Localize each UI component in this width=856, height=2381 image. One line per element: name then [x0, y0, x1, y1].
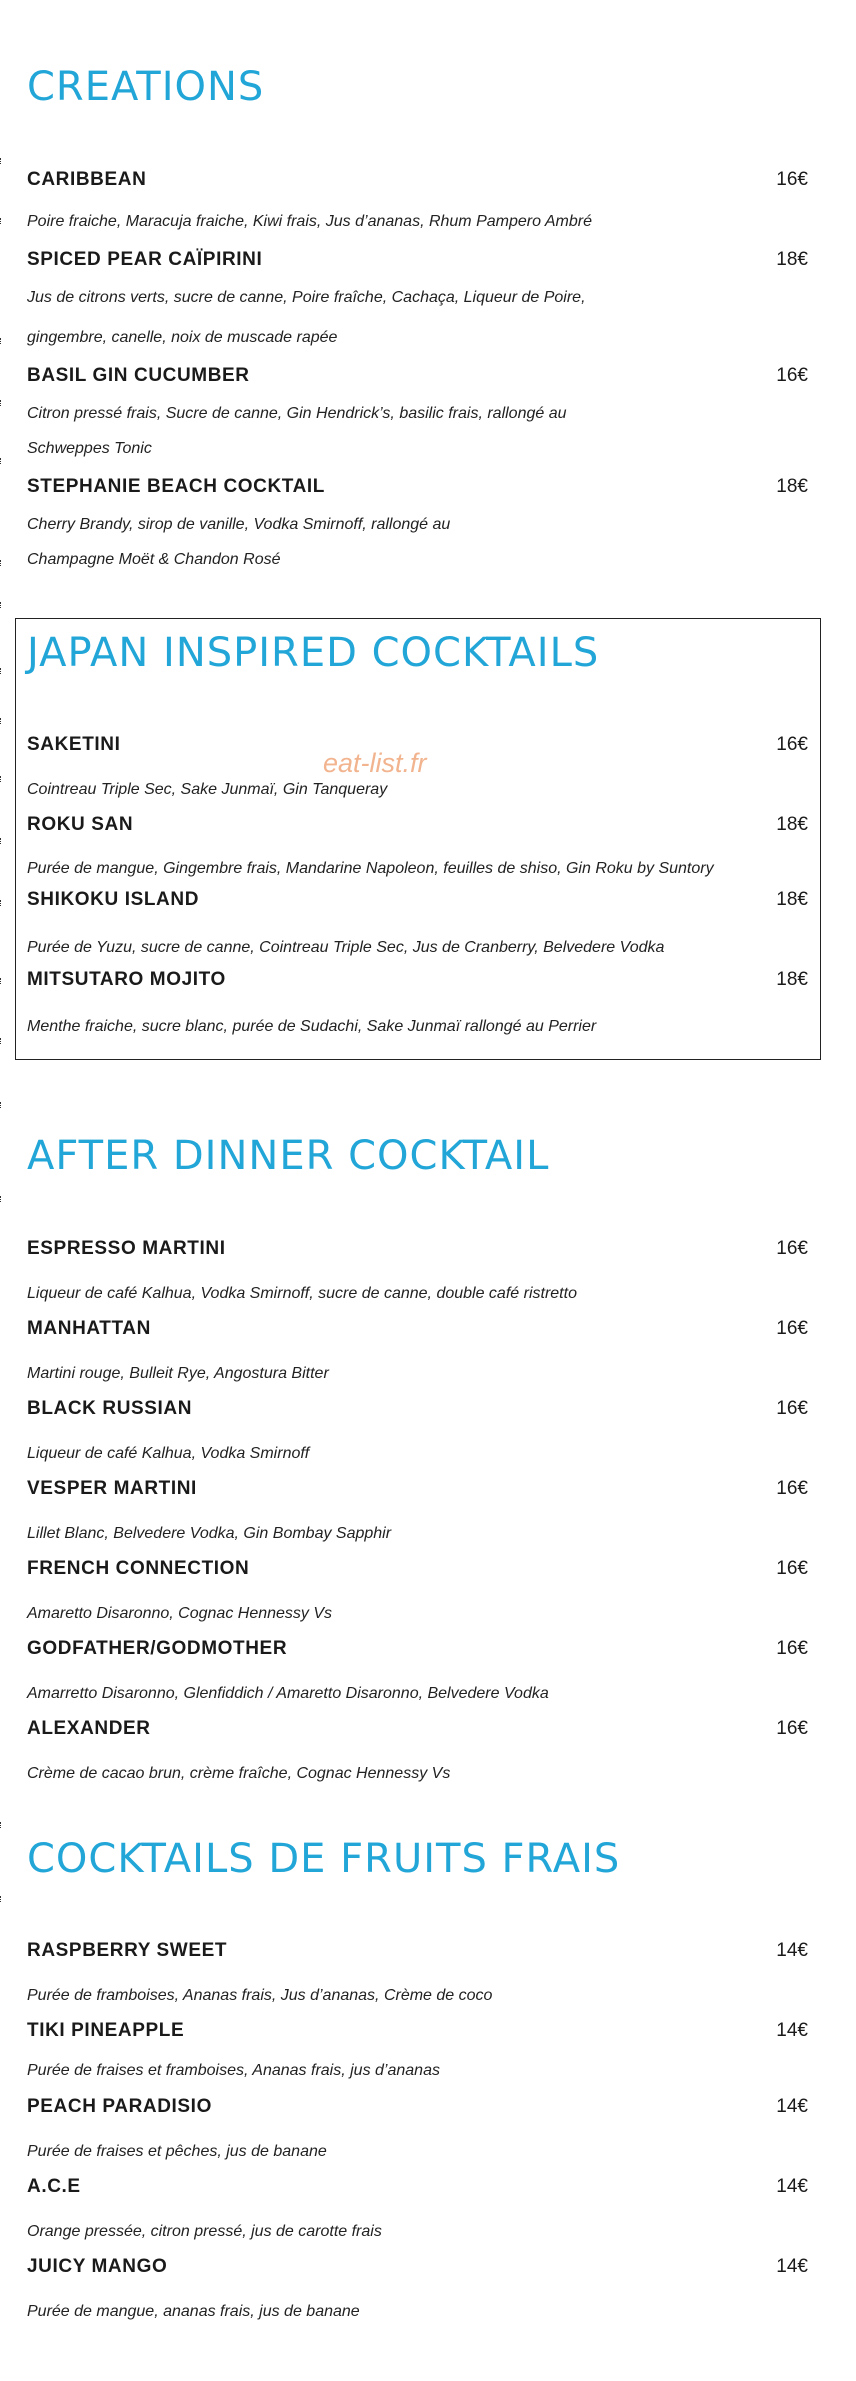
menu-item-description: Purée de fraises et framboises, Ananas frais, jus d’ananas [27, 2062, 440, 2079]
edge-mark [0, 1196, 4, 1202]
edge-mark [0, 718, 4, 724]
menu-item-price: 14€ [776, 2096, 808, 2117]
edge-mark [0, 668, 4, 674]
menu-item-price: 18€ [776, 476, 808, 497]
menu-item-description: Crème de cacao brun, crème fraîche, Cognac Hennessy Vs [27, 1765, 451, 1782]
menu-item-price: 14€ [776, 2020, 808, 2041]
edge-mark [0, 560, 4, 566]
edge-mark [0, 900, 4, 906]
menu-item-price: 14€ [776, 2176, 808, 2197]
menu-item-price: 18€ [776, 969, 808, 990]
menu-item-price: 16€ [776, 1318, 808, 1339]
section-title-japan-inspired: JAPAN INSPIRED COCKTAILS [27, 630, 600, 676]
edge-mark [0, 1038, 4, 1044]
menu-item-price: 14€ [776, 2256, 808, 2277]
menu-item-name: SAKETINI [27, 734, 121, 755]
menu-item-description: Liqueur de café Kalhua, Vodka Smirnoff [27, 1445, 310, 1462]
menu-item-description: Cointreau Triple Sec, Sake Junmaï, Gin Tanqueray [27, 781, 388, 798]
edge-mark [0, 838, 4, 844]
section-title-after-dinner: AFTER DINNER COCKTAIL [27, 1133, 550, 1179]
menu-item-description: Purée de mangue, Gingembre frais, Mandarine Napoleon, feuilles de shiso, Gin Roku by Suntory [27, 860, 714, 877]
menu-item-name: SHIKOKU ISLAND [27, 889, 200, 910]
menu-item-description: Orange pressée, citron pressé, jus de carotte frais [27, 2223, 382, 2240]
menu-item-price: 16€ [776, 365, 808, 386]
menu-item-description: Purée de fraises et pêches, jus de banane [27, 2143, 327, 2160]
menu-item-name: JUICY MANGO [27, 2256, 168, 2277]
menu-item-description: Champagne Moët & Chandon Rosé [27, 551, 281, 568]
menu-item-name: MITSUTARO MOJITO [27, 969, 226, 990]
section-title-fresh-fruit: COCKTAILS DE FRUITS FRAIS [27, 1836, 621, 1882]
menu-item-name: A.C.E [27, 2176, 81, 2197]
menu-item-price: 16€ [776, 169, 808, 190]
menu-item-description: Lillet Blanc, Belvedere Vodka, Gin Bombay Sapphir [27, 1525, 392, 1542]
edge-mark [0, 158, 4, 164]
japan-section-frame [15, 618, 821, 1060]
menu-item-price: 16€ [776, 1478, 808, 1499]
menu-item-price: 18€ [776, 889, 808, 910]
edge-mark [0, 978, 4, 984]
menu-item-price: 16€ [776, 1718, 808, 1739]
edge-mark [0, 602, 4, 608]
menu-item-name: ESPRESSO MARTINI [27, 1238, 226, 1259]
menu-item-price: 16€ [776, 1398, 808, 1419]
menu-item-description: Citron pressé frais, Sucre de canne, Gin Hendrick’s, basilic frais, rallongé au [27, 405, 567, 422]
menu-item-description: Cherry Brandy, sirop de vanille, Vodka Smirnoff, rallongé au [27, 516, 451, 533]
menu-item-description: Poire fraiche, Maracuja fraiche, Kiwi frais, Jus d’ananas, Rhum Pampero Ambré [27, 213, 592, 230]
menu-item-name: BLACK RUSSIAN [27, 1398, 193, 1419]
edge-mark [0, 1822, 4, 1828]
menu-item-description: Purée de mangue, ananas frais, jus de banane [27, 2303, 360, 2320]
menu-item-price: 16€ [776, 734, 808, 755]
menu-item-name: SPICED PEAR CAÏPIRINI [27, 249, 263, 270]
menu-item-description: Purée de framboises, Ananas frais, Jus d’ananas, Crème de coco [27, 1987, 493, 2004]
edge-mark [0, 338, 4, 344]
edge-mark [0, 1102, 4, 1108]
menu-item-name: ROKU SAN [27, 814, 134, 835]
menu-item-description: Schweppes Tonic [27, 440, 152, 457]
menu-item-price: 16€ [776, 1558, 808, 1579]
edge-mark [0, 218, 4, 224]
menu-item-description: Menthe fraiche, sucre blanc, purée de Sudachi, Sake Junmaï rallongé au Perrier [27, 1018, 597, 1035]
menu-item-name: MANHATTAN [27, 1318, 151, 1339]
menu-item-price: 16€ [776, 1638, 808, 1659]
menu-item-name: FRENCH CONNECTION [27, 1558, 250, 1579]
watermark: eat-list.fr [323, 748, 427, 778]
menu-item-name: PEACH PARADISIO [27, 2096, 212, 2117]
menu-item-name: VESPER MARTINI [27, 1478, 197, 1499]
menu-item-description: Martini rouge, Bulleit Rye, Angostura Bitter [27, 1365, 329, 1382]
menu-item-name: CARIBBEAN [27, 169, 147, 190]
menu-item-price: 18€ [776, 814, 808, 835]
menu-item-description: gingembre, canelle, noix de muscade rapée [27, 329, 338, 346]
edge-mark [0, 400, 4, 406]
section-title-creations: CREATIONS [27, 64, 265, 110]
menu-item-description: Liqueur de café Kalhua, Vodka Smirnoff, sucre de canne, double café ristretto [27, 1285, 577, 1302]
menu-item-price: 14€ [776, 1940, 808, 1961]
menu-item-name: GODFATHER/GODMOTHER [27, 1638, 288, 1659]
edge-mark [0, 458, 4, 464]
edge-mark [0, 776, 4, 782]
menu-item-description: Amaretto Disaronno, Cognac Hennessy Vs [27, 1605, 333, 1622]
menu-item-name: RASPBERRY SWEET [27, 1940, 228, 1961]
menu-item-description: Purée de Yuzu, sucre de canne, Cointreau Triple Sec, Jus de Cranberry, Belvedere Vodka [27, 939, 665, 956]
menu-item-price: 18€ [776, 249, 808, 270]
menu-item-price: 16€ [776, 1238, 808, 1259]
menu-item-name: BASIL GIN CUCUMBER [27, 365, 250, 386]
menu-item-name: STEPHANIE BEACH COCKTAIL [27, 476, 325, 497]
menu-item-description: Jus de citrons verts, sucre de canne, Poire fraîche, Cachaça, Liqueur de Poire, [27, 289, 586, 306]
menu-item-name: TIKI PINEAPPLE [27, 2020, 185, 2041]
menu-item-description: Amarretto Disaronno, Glenfiddich / Amaretto Disaronno, Belvedere Vodka [27, 1685, 549, 1702]
menu-item-name: ALEXANDER [27, 1718, 151, 1739]
edge-mark [0, 1896, 4, 1902]
